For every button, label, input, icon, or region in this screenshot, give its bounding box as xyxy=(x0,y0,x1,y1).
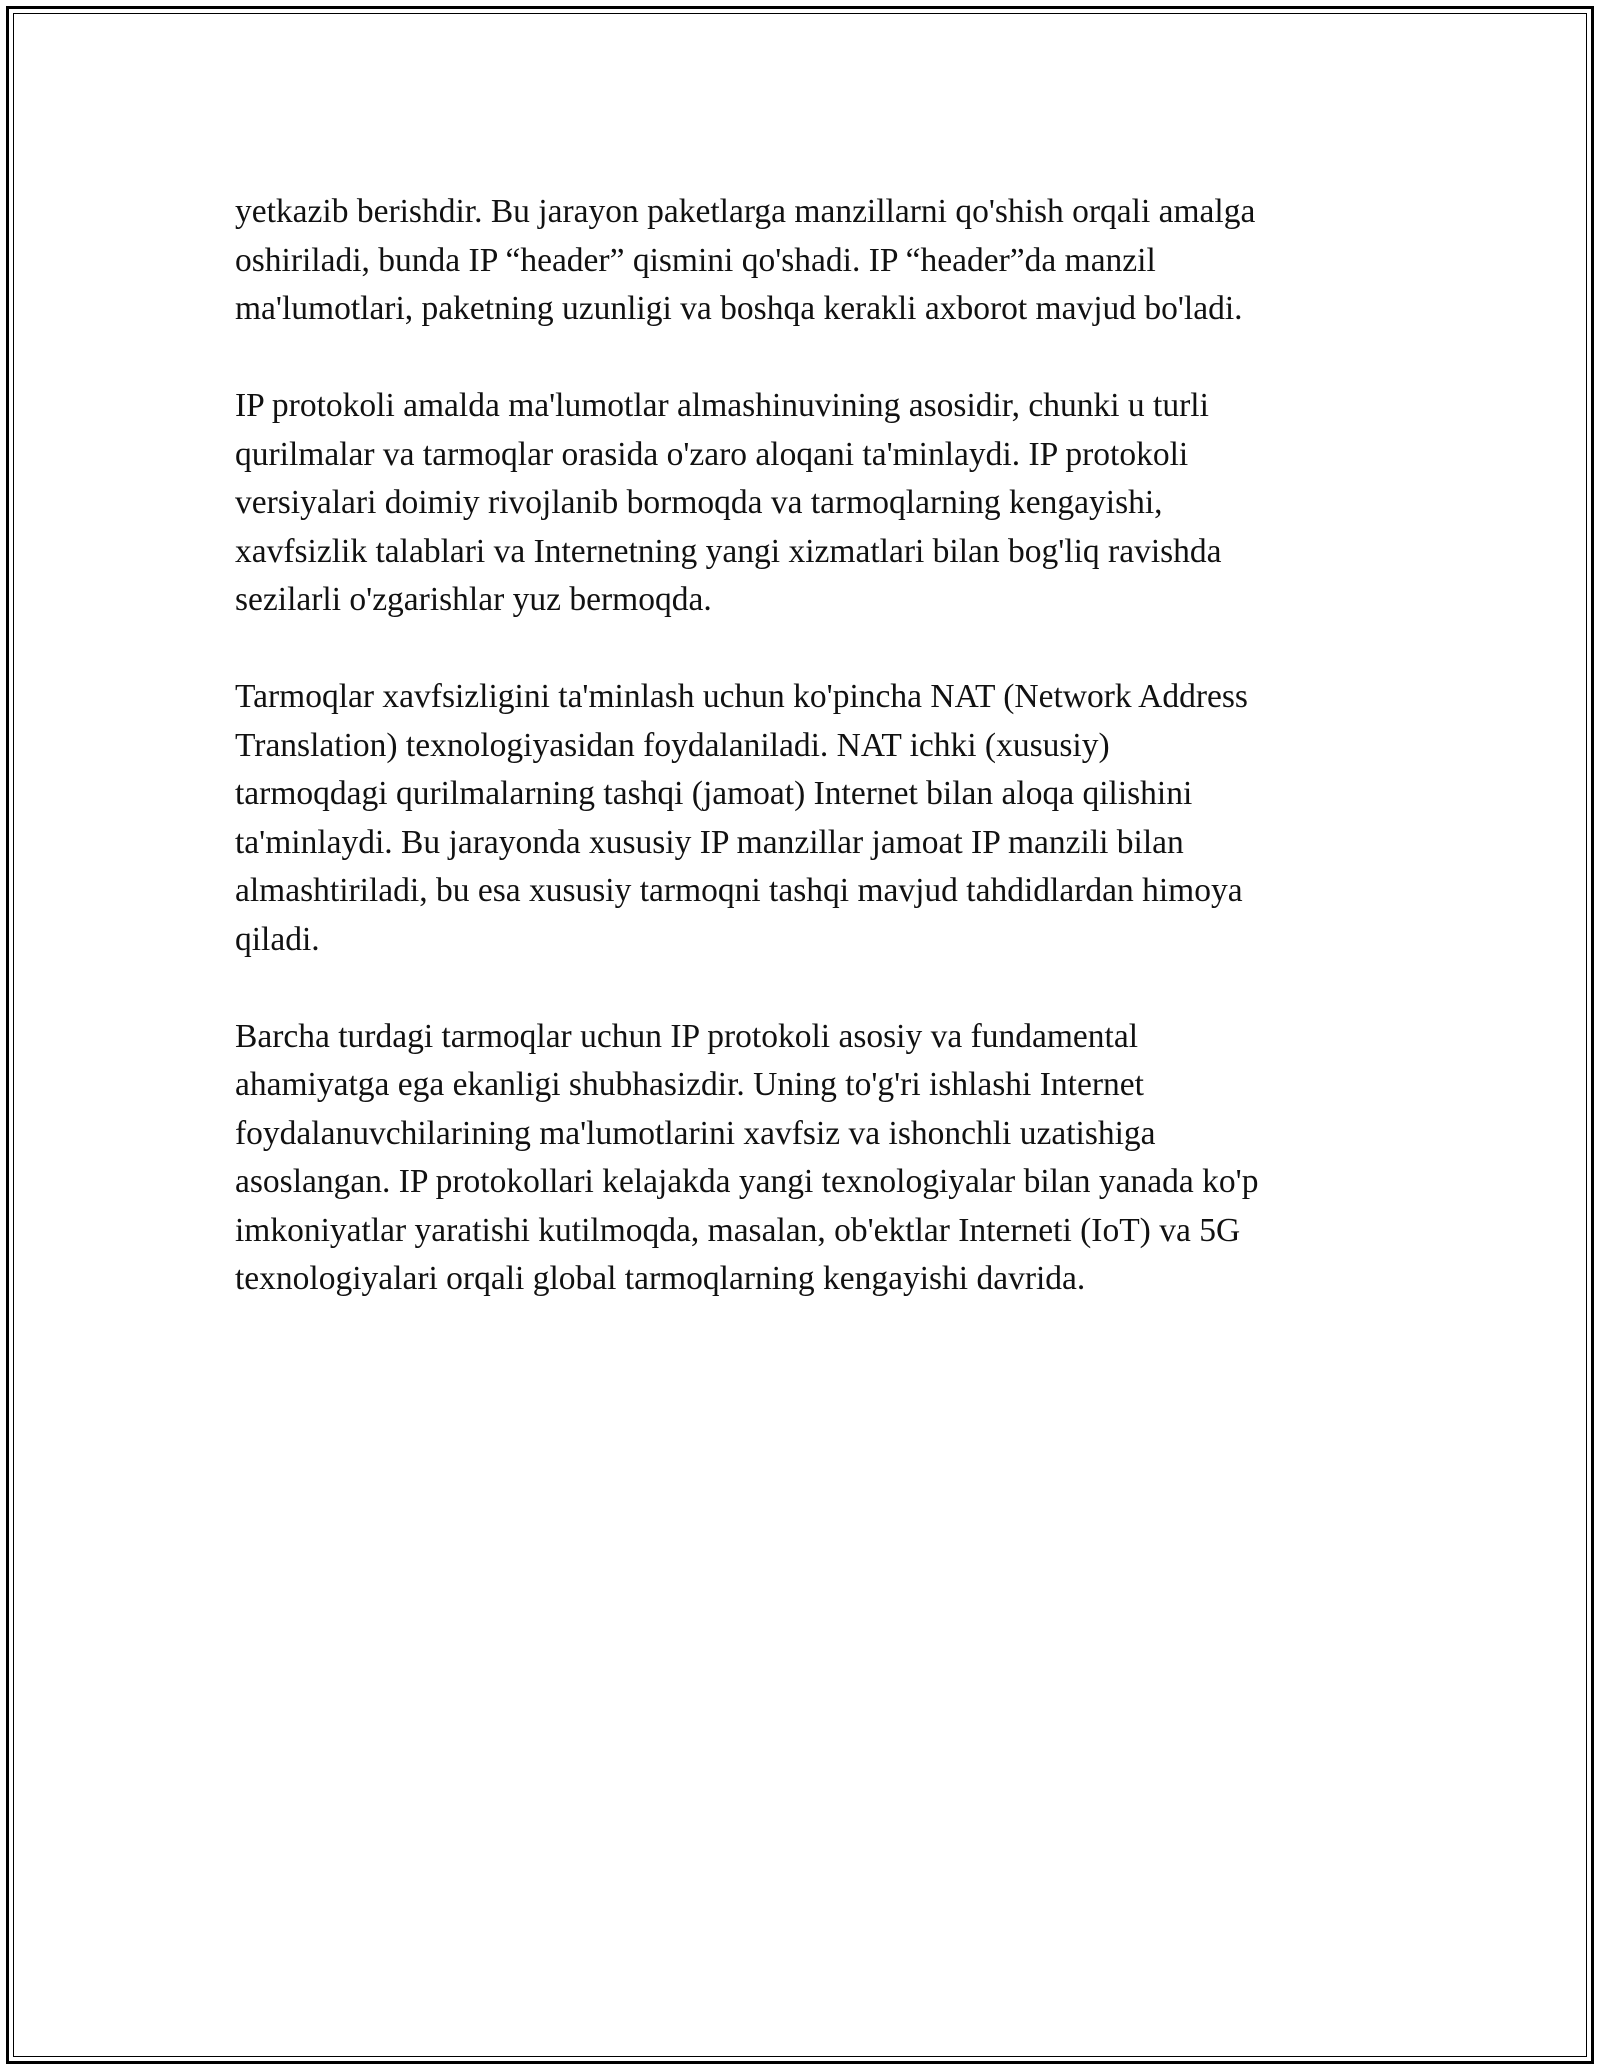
paragraph-nat xyxy=(235,673,1375,964)
text-line: ma'lumotlari, paketning uzunligi va boshqa kerakli axborot mavjud bo'ladi. xyxy=(235,290,1243,327)
text-line: ahamiyatga ega ekanligi shubhasizdir. Uning to'g'ri ishlashi Internet xyxy=(235,1066,1144,1103)
text-line: asoslangan. IP protokollari kelajakda yangi texnologiyalar bilan yanada ko'p xyxy=(235,1163,1259,1200)
text-line: almashtiriladi, bu esa xususiy tarmoqni tashqi mavjud tahdidlardan himoya xyxy=(235,872,1243,909)
text-line: qurilmalar va tarmoqlar orasida o'zaro aloqani ta'minlaydi. IP protokoli xyxy=(235,435,1189,473)
text-line: ta'minlaydi. Bu jarayonda xususiy IP manzillar jamoat IP manzili bilan xyxy=(235,823,1184,861)
text-line: xavfsizlik talablari va Internetning yangi xizmatlari bilan bog'liq ravishda xyxy=(235,532,1222,570)
text-line: imkoniyatlar yaratishi kutilmoqda, masalan, ob'ektlar Interneti (IoT) va 5G xyxy=(235,1211,1241,1249)
text-line: Tarmoqlar xavfsizligini ta'minlash uchun ko'pincha NAT (Network Address xyxy=(235,678,1248,715)
paragraph-ip-basis xyxy=(235,382,1375,625)
text-line: oshiriladi, bunda IP “header” qismini qo'shadi. IP “header”da manzil xyxy=(235,241,1156,279)
text-line: sezilarli o'zgarishlar yuz bermoqda. xyxy=(235,581,712,618)
document-body xyxy=(235,188,1375,1352)
paragraph-conclusion xyxy=(235,1013,1375,1304)
text-line: Barcha turdagi tarmoqlar uchun IP protokoli asosiy va fundamental xyxy=(235,1017,1139,1055)
text-line: yetkazib berishdir. Bu jarayon paketlarga manzillarni qo'shish orqali amalga xyxy=(235,193,1256,230)
text-line: tarmoqdagi qurilmalarning tashqi (jamoat) Internet bilan aloqa qilishini xyxy=(235,775,1193,812)
text-line: IP protokoli amalda ma'lumotlar almashinuvining asosidir, chunki u turli xyxy=(235,387,1209,424)
text-line: versiyalari doimiy rivojlanib bormoqda va tarmoqlarning kengayishi, xyxy=(235,484,1163,521)
text-line: Translation) texnologiyasidan foydalaniladi. NAT ichki (xususiy) xyxy=(235,726,1110,764)
paragraph-ip-header xyxy=(235,188,1375,334)
text-line: texnologiyalari orqali global tarmoqlarning kengayishi davrida. xyxy=(235,1260,1086,1297)
text-line: foydalanuvchilarining ma'lumotlarini xavfsiz va ishonchli uzatishiga xyxy=(235,1114,1156,1152)
text-line: qiladi. xyxy=(235,920,320,958)
